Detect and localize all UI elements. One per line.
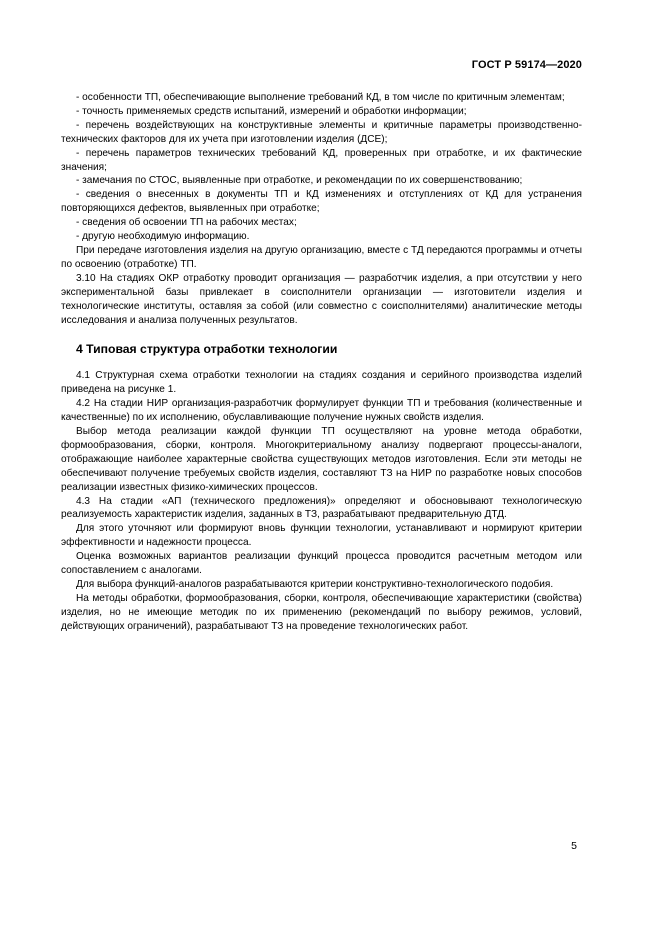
paragraph: Оценка возможных вариантов реализации функций процесса проводится расчетным методом или сопоставлением с аналогами. [61, 551, 582, 577]
list-item: - замечания по СТОС, выявленные при отработке, и рекомендации по их совершенствованию; [76, 175, 523, 187]
page-number: 5 [571, 840, 577, 852]
paragraph-4-3: 4.3 На стадии «АП (технического предложения)» определяют и обосновывают технологическую реализуемость характеристик изделия, заданных в ТЗ, разрабатывают предварительную ДТД. [61, 495, 582, 521]
list-item: - сведения о внесенных в документы ТП и КД изменениях и отступлениях от КД для устранения повторяющихся дефектов, выявленных при отработке; [61, 189, 582, 215]
paragraph-4-1: 4.1 Структурная схема отработки технологии на стадиях создания и серийного производства изделий приведена на рисунке 1. [61, 370, 582, 396]
paragraph-4-2: 4.2 На стадии НИР организация-разработчик формулирует функции ТП и требования (количественные и качественные) по их исполнению, обуславливающие получение нужных свойств изделия. [61, 398, 582, 424]
list-item: - перечень параметров технических требований КД, проверенных при отработке, и их фактические значения; [61, 147, 582, 173]
list-item: - особенности ТП, обеспечивающие выполнение требований КД, в том числе по критичным элементам; [76, 92, 565, 103]
paragraph: Выбор метода реализации каждой функции ТП осуществляют на уровне метода обработки, формообразования, сборки, контроля. Многокритериальному анализу подвергают процессы-аналоги, отображающие наиболее характерные свойства существующих методов изготовления. Если эти методы не обеспечивают получение требуемых свойств изделия, составляют ТЗ на НИР по разработке новых способов реализации известных физико-химических процессов. [61, 426, 582, 493]
list-item: - перечень воздействующих на конструктивные элементы и критичные параметры производственно-технических факторов для их учета при изготовлении изделия (ДСЕ); [61, 119, 582, 145]
paragraph: Для этого уточняют или формируют вновь функции технологии, устанавливают и нормируют критерии эффективности и надежности процесса. [61, 523, 582, 549]
paragraph: При передаче изготовления изделия на другую организацию, вместе с ТД передаются программы и отчеты по освоению (отработке) ТП. [61, 244, 582, 270]
section-4-title: 4 Типовая структура отработки технологии [76, 342, 338, 357]
list-item: - другую необходимую информацию. [76, 231, 250, 243]
list-item: - сведения об освоении ТП на рабочих местах; [76, 217, 297, 229]
document-code-header: ГОСТ Р 59174—2020 [471, 59, 582, 71]
main-text [61, 91, 582, 634]
paragraph: Для выбора функций-аналогов разрабатываются критерии конструктивно-технологического подобия. [76, 579, 554, 590]
paragraph: На методы обработки, формообразования, сборки, контроля, обеспечивающие характеристики (свойства) изделия, но не имеющие методик по их применению (рекомендаций по выбору режимов, условий, действующих ограничений), разрабатывают ТЗ на проведение технологических работ. [61, 592, 582, 632]
list-item: - точность применяемых средств испытаний, измерений и обработки информации; [76, 105, 467, 117]
paragraph-3-10: 3.10 На стадиях ОКР отработку проводит организация — разработчик изделия, а при отсутствии у него экспериментальной базы привлекает в соисполнители организации — изготовители изделия и технологические институты, оставляя за собой (или совместно с соисполнителями) аналитические методы исследования и анализа полученных результатов. [61, 272, 582, 326]
